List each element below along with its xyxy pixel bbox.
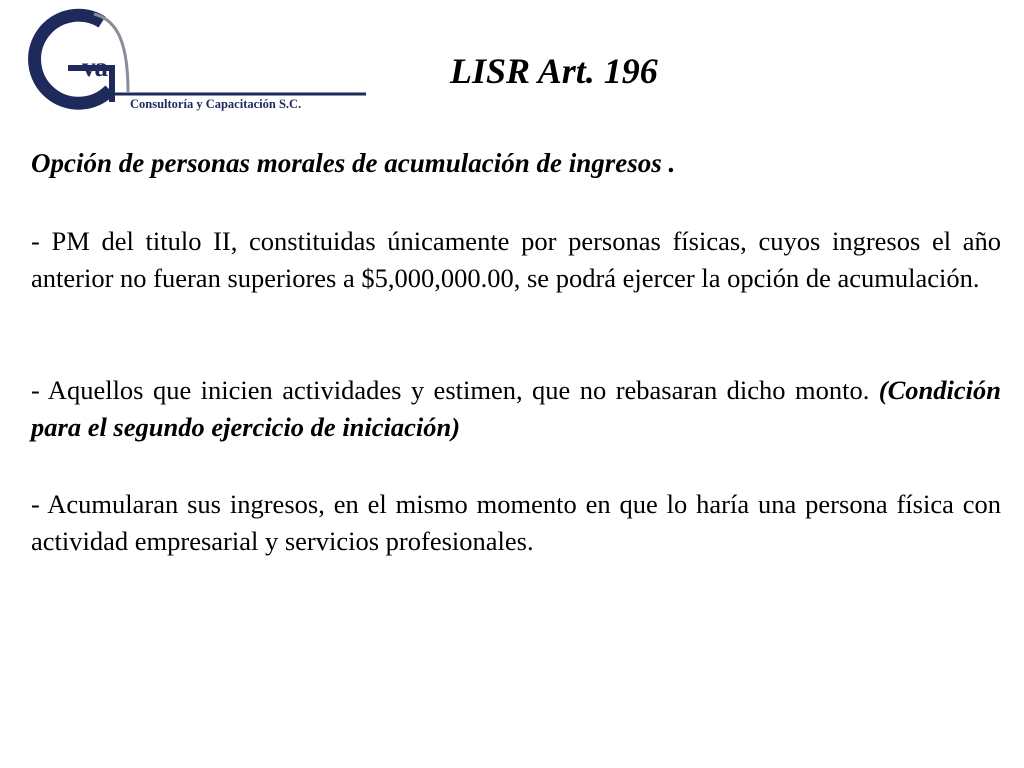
paragraph-3-text: - Acumularan sus ingresos, en el mismo momento en que lo haría una persona física con actividad empresarial y servicios profesionales.	[31, 489, 1001, 556]
slide-title: LISR Art. 196	[450, 51, 658, 91]
logo-company-name: Consultoría y Capacitación S.C.	[130, 97, 302, 111]
slide-subtitle: Opción de personas morales de acumulación de ingresos .	[31, 148, 676, 178]
paragraph-2-text: - Aquellos que inicien actividades y estimen, que no rebasaran dicho monto.	[31, 375, 870, 405]
logo-letters: va	[82, 52, 107, 82]
company-logo	[6, 4, 368, 116]
paragraph-2-emphasis: (Condición para el segundo ejercicio de iniciación)	[31, 375, 1002, 442]
paragraph-2	[31, 372, 1001, 446]
paragraph-3	[31, 486, 1001, 560]
paragraph-1-text: - PM del titulo II, constituidas únicamente por personas físicas, cuyos ingresos el año anterior no fueran superiores a $5,000,000.00, se podrá ejercer la opción de acumulación.	[31, 226, 1001, 293]
paragraph-1	[31, 223, 1001, 297]
